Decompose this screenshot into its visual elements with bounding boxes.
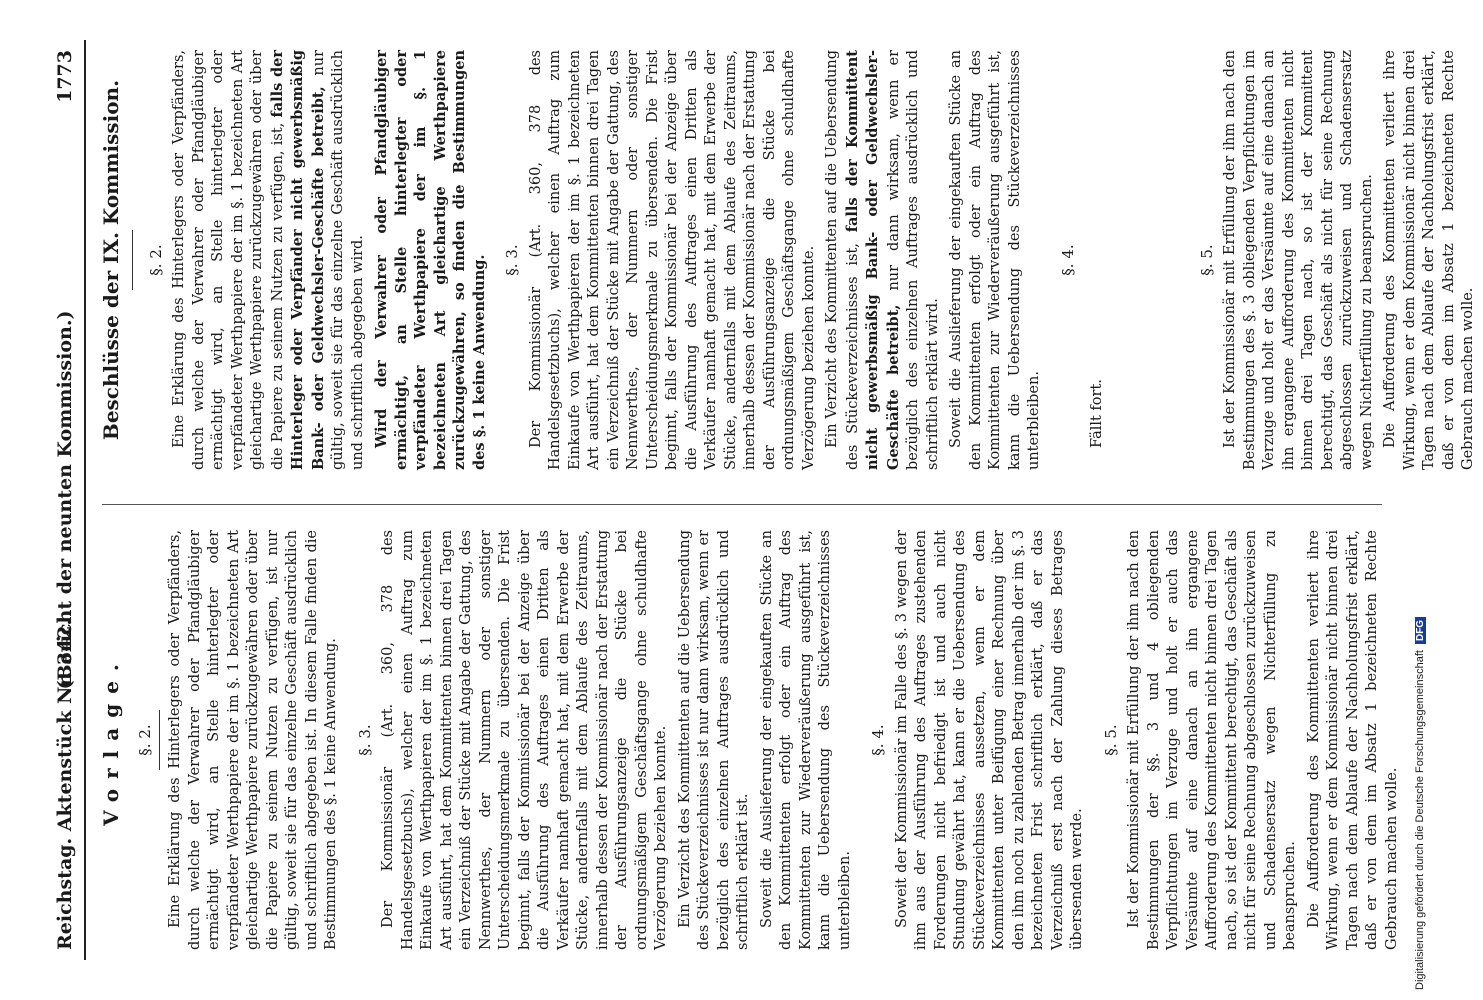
divider [132, 230, 133, 290]
header-left: Reichstag. Aktenstück Nr. 342. [54, 618, 76, 950]
paragraph [170, 50, 368, 470]
section-heading: §. 2. [146, 244, 165, 276]
bold-paragraph: Wird der Verwahrer oder Pfandgläubiger ermächtigt, an Stelle hinterlegter oder verpfändeter Werthpapiere der im §. 1 bezeichneten Art gleichartige Werthpapiere zurückzugewähren, so finden die Bestimmungen des §. 1 keine Anwendung. [373, 50, 488, 470]
header-center: (Bericht der neunten Kommission.) [54, 310, 76, 690]
paragraph: Ist der Kommissionär mit Erfüllung der ihm nach den Bestimmungen des §. 3 obliegenden Verpflichtungen im Verzuge und holt er das Versäumte auf eine danach an ihn ergangene Aufforderung des Kommittenten nicht binnen drei Tagen nach, so ist der Kommittent berechtigt, das Geschäft als nicht für seine Rechnung abgeschlossen zurückzuweisen und Schadensersatz wegen Nichterfüllung zu beanspruchen. [1222, 50, 1375, 470]
paragraph: Die Aufforderung des Kommittenten verliert ihre Wirkung, wenn er dem Kommissionär nicht binnen drei Tagen nach dem Ablaufe der Nachholungsfrist erklärt, daß er von dem im Absatz 1 bezeichneten Rechte Gebrauch machen wolle. [1382, 50, 1476, 470]
divider [159, 710, 160, 770]
text-run: Ein Verzicht des Kommittenten auf die Uebersendung des Stückeverzeichnisses ist, [824, 50, 861, 470]
section-heading: §. 3. [355, 724, 374, 756]
paragraph: Der Kommissionär (Art. 360, 378 des Handelsgesetzbuchs), welcher einen Auftrag zum Einkaufe von Werthpapieren der im §. 1 bezeichneten Art ausführt, hat dem Kommittenten binnen drei Tagen ein Verzeichniß der Stücke mit Angabe der Gattung, des Nennwerthes, der Nummern oder sonstiger Unterscheidungsmerkmale zu übersenden. Die Frist beginnt, falls der Kommissionär bei der Anzeige über die Ausführung des Auftrages einen Dritten als Verkäufer namhaft gemacht hat, mit dem Erwerbe der Stücke, andernfalls mit dem Ablaufe des Zeitraums, innerhalb dessen der Kommissionär nach der Erstattung der Ausführungsanzeige die Stücke bei ordnungsmäßigem Geschäftsgange ohne schuldhafte Verzögerung beziehen konnte. [380, 530, 669, 950]
text-run: nur dann wirksam, wenn er bezüglich des einzelnen Auftrages ausdrücklich und schriftlich erklärt wird. [885, 49, 941, 470]
paragraph: Soweit der Kommissionär im Falle des §. 3 wegen der ihm aus der Ausführung des Auftrages zustehenden Forderungen nicht befriedigt ist und auch nicht Stundung gewährt hat, kann er die Uebersendung des Stückeverzeichnisses aussetzen, wenn er dem Kommittenten unter Beifügung einer Rechnung über den ihm noch zu zahlenden Betrag innerhalb der im §. 3 bezeichneten Frist schriftlich erklärt, daß er das Verzeichniß erst nach der Zahlung dieses Betrages übersenden werde. [893, 530, 1085, 950]
text-run: nur gültig, soweit sie für das einzelne Geschäft ausdrücklich und schriftlich abgegeben wird. [310, 50, 366, 470]
paragraph: Soweit die Auslieferung der eingekauften Stücke an den Kommittenten erfolgt oder ein Auftrag des Kommittenten zur Wiederveräußerung ausgeführt ist, kann die Uebersendung des Stückeverzeichnisses unterbleiben. [758, 530, 853, 950]
paragraph: Soweit die Auslieferung der eingekauften Stücke an den Kommittenten erfolgt oder ein Auftrag des Kommittenten zur Wiederveräußerung ausgeführt ist, kann die Uebersendung des Stückeverzeichnisses unterbleiben. [948, 50, 1042, 470]
paragraph: Ist der Kommissionär mit Erfüllung der ihm nach den Bestimmungen der §§. 3 und 4 obliegenden Verpflichtungen im Verzuge und holt er auch das Versäumte auf eine danach an ihn ergangene Aufforderung des Kommittenten nicht binnen drei Tagen nach, so ist der Kommittent berechtigt, das Geschäft als nicht für seine Rechnung abgeschlossen zurückzuweisen und Schadensersatz wegen Nichterfüllung zu beanspruchen. [1126, 530, 1298, 950]
bold-amendment: falls der Kommittent nicht gewerbsmäßig Bank- oder Geldwechsler-Geschäfte betreibt, [843, 50, 902, 470]
column-divider [102, 504, 1382, 505]
section-heading: §. 2. [135, 724, 154, 756]
column-beschluesse [99, 49, 1483, 470]
section-heading: §. 3. [503, 244, 521, 276]
bold-amendment: falls der Hinterleger oder Verpfänder nicht gewerbsmäßig Bank- oder Geldwechsler-Geschäfte betreibt, [268, 50, 327, 470]
section-heading: §. 4. [869, 724, 887, 756]
funding-text: Digitalisierung gefördert durch die Deutsche Forschungsgemeinschaft [1414, 650, 1426, 990]
funding-note [1414, 10, 1430, 990]
dfg-logo: DFG [1415, 617, 1426, 644]
header-rule [84, 40, 86, 960]
section-heading: §. 5. [1101, 724, 1120, 756]
column-title-vorlage: Vorlage. [99, 654, 123, 826]
paragraph: Ein Verzicht des Kommittenten auf die Uebersendung des Stückeverzeichnisses ist nur dann wirksam, wenn er bezüglich des einzelnen Auftrages ausdrücklich und schriftlich erklärt ist. [676, 530, 751, 950]
paragraph [823, 50, 943, 470]
paragraph: Fällt fort. [1089, 379, 1105, 448]
text-run: Eine Erklärung des Hinterlegers oder Verpfänders, durch welche der Verwahrer oder Pfandgläubiger ermächtigt wird, an Stelle hinterlegter oder verpfändeter Werthpapiere der im §. 1 bezeichneten Art gleichartige Werthpapiere zurückzugewähren oder über die Papiere zu seinem Nutzen zu verfügen, ist, [171, 50, 286, 470]
paragraph: Die Aufforderung des Kommittenten verliert ihre Wirkung, wenn er dem Kommissionär nicht binnen drei Tagen nach dem Ablaufe der Nachholungsfrist erklärt, daß er von dem im Absatz 1 bezeichneten Rechte Gebrauch machen wolle. [1305, 530, 1400, 950]
section-heading: §. 4. [1058, 244, 1077, 276]
column-vorlage [99, 530, 1406, 950]
column-title-beschluesse: Beschlüsse der IX. Kommission. [99, 79, 123, 441]
page-number: 1773 [54, 50, 76, 103]
page-header [40, 40, 100, 960]
paragraph: Eine Erklärung des Hinterlegers oder Verpfänders, durch welche der Verwahrer oder Pfandgläubiger ermächtigt wird, an Stelle hinterlegter oder verpfändeter Werthpapiere der im §. 1 bezeichneten Art gleichartige Werthpapiere zurückzugewähren oder über die Papiere zu seinem Nutzen zu verfügen, ist nur gültig, soweit sie für das einzelne Geschäft ausdrücklich und schriftlich abgegeben ist. In diesem Falle finden die Bestimmungen des §. 1 keine Anwendung. [167, 530, 339, 950]
paragraph: Der Kommissionär (Art. 360, 378 des Handelsgesetzbuchs), welcher einen Auftrag zum Einkaufe von Werthpapieren der im §. 1 bezeichneten Art ausführt, hat dem Kommittenten binnen drei Tagen ein Verzeichniß der Stücke mit Angabe der Gattung, des Nennwerthes, der Nummern oder sonstiger Unterscheidungsmerkmale zu übersenden. Die Frist beginnt, falls der Kommissionär bei der Anzeige über die Ausführung des Auftrages einen Dritten als Verkäufer namhaft gemacht hat, mit dem Erwerbe der Stücke, andernfalls mit dem Ablaufe des Zeitraums, innerhalb dessen der Kommissionär nach der Erstattung der Ausführungsanzeige die Stücke bei ordnungsmäßigem Geschäftsgange ohne schuldhafte Verzögerung beziehen konnte. [527, 50, 817, 470]
section-heading: §. 5. [1197, 244, 1216, 276]
